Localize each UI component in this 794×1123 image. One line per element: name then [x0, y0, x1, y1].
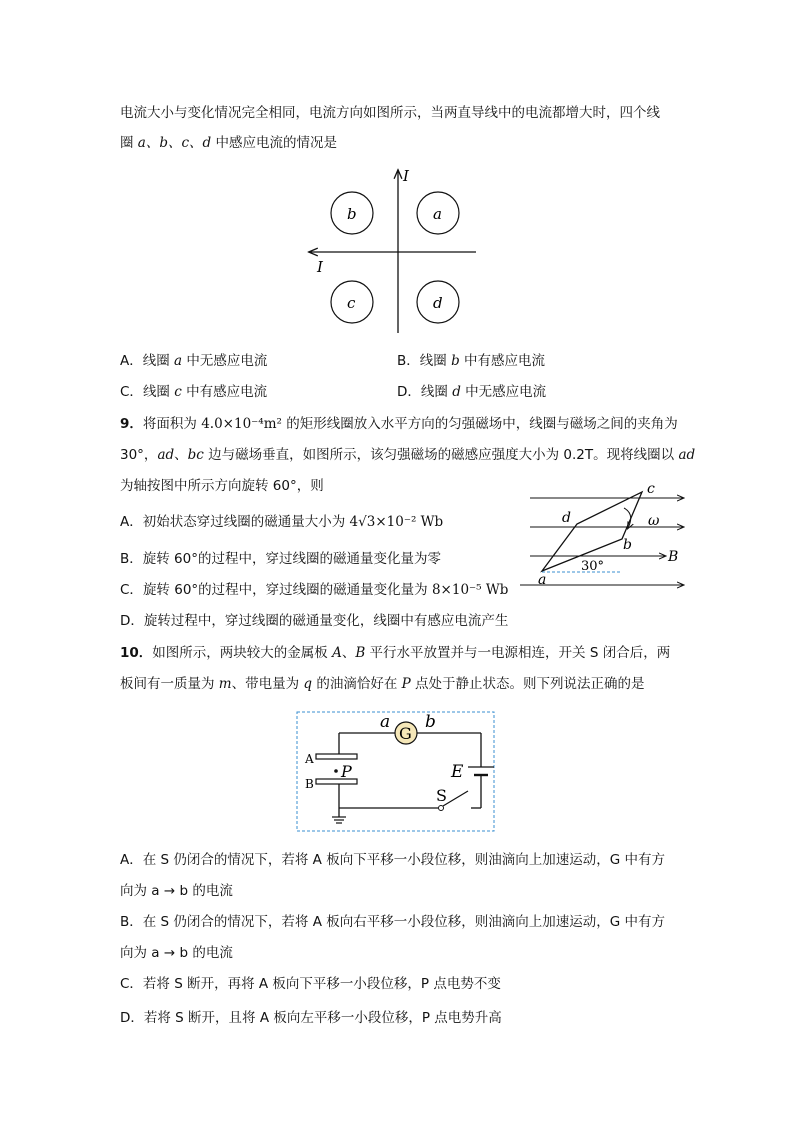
option-text: 线圈 — [419, 353, 452, 369]
option-text: 旋转 60°的过程中，穿过线圈的磁通量变化量为零 — [142, 551, 441, 567]
q10-text: 点处于静止状态。则下列说法正确的是 — [410, 676, 645, 692]
q10-option-a-line1[interactable]: A．在 S 仍闭合的情况下，若将 A 板向下平移一小段位移，则油滴向上加速运动，G 中有方 — [120, 852, 665, 868]
q10-option-d[interactable]: D．若将 S 断开，且将 A 板向左平移一小段位移，P 点电势升高 — [120, 1010, 502, 1026]
q8-option-a[interactable] — [120, 351, 267, 371]
label-plate-B: B — [305, 777, 314, 791]
label-b: b — [425, 712, 436, 732]
q10-stem-line2 — [120, 674, 645, 694]
label-angle: 30° — [581, 559, 605, 574]
q9-option-b[interactable] — [120, 549, 441, 569]
q10-plate-b: B — [355, 645, 366, 661]
label-d: d — [562, 510, 571, 526]
q10-text: 平行水平放置并与一电源相连，开关 S 闭合后，两 — [365, 645, 671, 661]
q8-stem-pre: 圈 — [120, 135, 138, 151]
q9-text: 、 — [174, 447, 188, 463]
q8-coil-symbols: a、b、c、d — [137, 135, 212, 151]
q9-stem-line2 — [120, 445, 695, 465]
q10-option-b-line1[interactable]: B．在 S 仍闭合的情况下，若将 A 板向右平移一小段位移，则油滴向上加速运动，G 中有方 — [120, 914, 665, 930]
q9-text: 30°， — [120, 447, 158, 463]
q8-option-d[interactable] — [397, 382, 546, 402]
option-math: 4√3×10⁻² Wb — [349, 514, 444, 530]
q10-text: 板间有一质量为 — [120, 676, 219, 692]
coil-d-label: d — [433, 294, 443, 312]
q9-edge-ad: ad — [157, 447, 175, 463]
q8-option-c[interactable] — [120, 382, 267, 402]
q8-option-b[interactable] — [397, 351, 545, 371]
option-symbol: b — [451, 353, 460, 369]
option-text: 旋转 60°的过程中，穿过线圈的磁通量变化量为 — [142, 582, 432, 598]
coil-a-label: a — [433, 205, 442, 223]
label-b: b — [623, 537, 632, 553]
label-omega: ω — [648, 513, 660, 529]
q10-option-c[interactable]: C．若将 S 断开，再将 A 板向下平移一小段位移，P 点电势不变 — [120, 976, 501, 992]
q10-text: 、 — [341, 645, 356, 661]
q10-point-p: P — [401, 676, 411, 692]
q9-stem-line1 — [120, 414, 678, 434]
q9-option-a[interactable] — [120, 512, 443, 532]
horizontal-current-label: I — [317, 258, 323, 276]
q9-figure — [510, 478, 685, 590]
q10-stem-line1 — [120, 643, 670, 663]
label-E: E — [451, 762, 464, 782]
q10-text: 的油滴恰好在 — [312, 676, 402, 692]
q10-plate-a: A — [332, 645, 342, 661]
label-P: P — [341, 762, 352, 781]
option-symbol: d — [452, 384, 461, 400]
q9-area-value: 4.0×10⁻⁴m² — [201, 416, 282, 432]
label-a: a — [380, 712, 391, 732]
option-text: 初始状态穿过线圈的磁通量大小为 — [142, 514, 350, 530]
q8-figure — [300, 165, 485, 337]
q9-option-d[interactable] — [120, 611, 508, 631]
q8-stem-post: 中感应电流的情况是 — [211, 135, 337, 151]
option-text: 中有感应电流 — [181, 384, 268, 400]
option-letter: A． — [120, 353, 143, 369]
option-text: 中有感应电流 — [459, 353, 546, 369]
option-letter: C． — [120, 384, 143, 400]
option-text: 中无感应电流 — [182, 353, 268, 369]
q8-stem-line1: 电流大小与变化情况完全相同，电流方向如图所示，当两直导线中的电流都增大时，四个线 — [120, 105, 660, 121]
vertical-current-label: I — [403, 167, 409, 185]
q10-text: 、带电量为 — [231, 676, 304, 692]
option-symbol: c — [174, 384, 182, 400]
q10-option-b-line2: 向为 a → b 的电流 — [120, 945, 233, 961]
option-letter: B． — [120, 551, 143, 567]
label-B: B — [668, 549, 679, 565]
option-text: 旋转过程中，穿过线圈的磁通量变化，线圈中有感应电流产生 — [143, 613, 509, 629]
q9-text: 边与磁场垂直，如图所示，该匀强磁场的磁感应强度大小为 0.2T。现将线圈以 — [203, 447, 679, 463]
q9-edge-bc: bc — [187, 447, 204, 463]
option-text: 中无感应电流 — [460, 384, 547, 400]
option-text: 线圈 — [142, 384, 175, 400]
option-letter: B． — [397, 353, 420, 369]
q10-mass: m — [218, 676, 232, 692]
q9-edge-ad: ad — [678, 447, 696, 463]
option-text: 线圈 — [420, 384, 453, 400]
option-text: 线圈 — [142, 353, 175, 369]
galvanometer-label: G — [399, 724, 412, 743]
option-letter: D． — [397, 384, 421, 400]
label-plate-A: A — [305, 752, 314, 766]
option-math: 8×10⁻⁵ Wb — [431, 582, 509, 598]
q9-text: 的矩形线圈放入水平方向的匀强磁场中，线圈与磁场之间的夹角为 — [281, 416, 678, 432]
q8-stem-line2 — [120, 133, 337, 153]
label-a: a — [538, 572, 547, 588]
q10-number: 10． — [120, 645, 153, 661]
q9-text: 将面积为 — [142, 416, 202, 432]
q10-figure — [296, 711, 496, 833]
q10-option-a-line2: 向为 a → b 的电流 — [120, 883, 233, 899]
label-S: S — [436, 786, 447, 805]
coil-c-label: c — [347, 294, 356, 312]
switch-contact — [439, 806, 444, 811]
option-letter: A． — [120, 514, 143, 530]
q9-stem-line3: 为轴按图中所示方向旋转 60°，则 — [120, 478, 324, 494]
label-c: c — [647, 481, 655, 497]
q10-text: 如图所示，两块较大的金属板 — [152, 645, 333, 661]
option-letter: C． — [120, 582, 143, 598]
option-symbol: a — [174, 353, 183, 369]
q9-option-c[interactable] — [120, 580, 508, 600]
coil-b-label: b — [347, 205, 357, 223]
option-letter: D． — [120, 613, 144, 629]
oil-drop — [334, 769, 338, 773]
q9-number: 9． — [120, 416, 143, 432]
plate-a — [316, 754, 357, 759]
q10-charge: q — [303, 676, 313, 692]
